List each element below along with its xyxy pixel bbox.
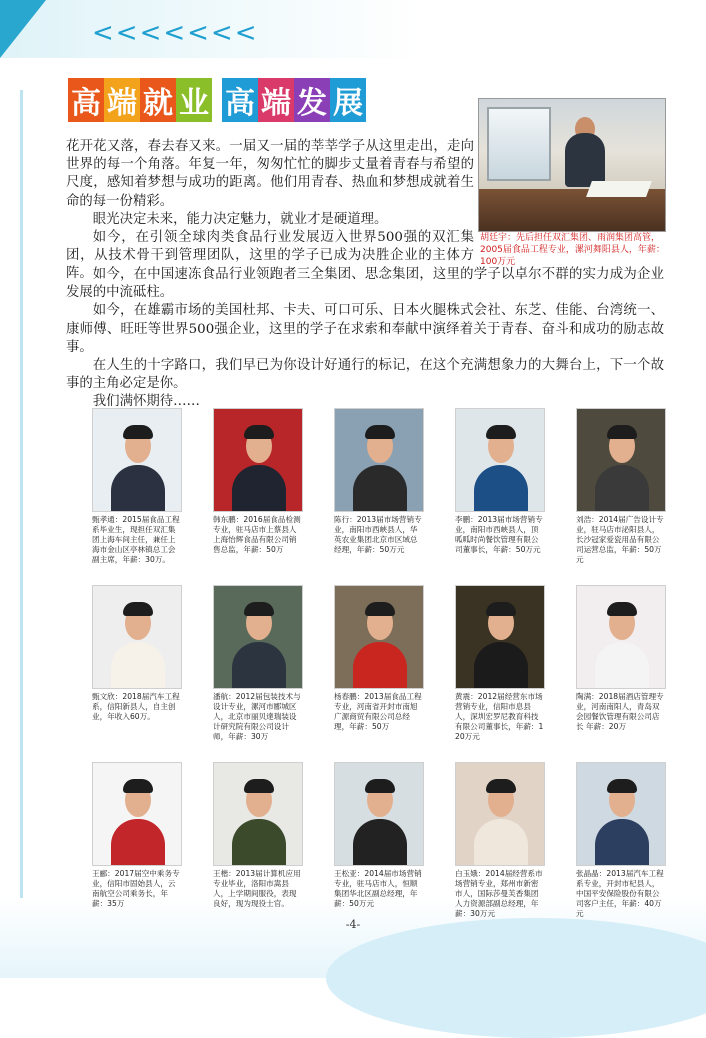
alumni-caption: 杨春鹏：2013届食品工程专业，河南省开封市南旭广源商贸有限公司总经理，年薪：50万: [334, 692, 422, 731]
alumni-photo: [576, 762, 666, 866]
person-hair: [365, 602, 395, 616]
person-hair: [486, 779, 516, 793]
chevrons-icon: <<<<<<<: [92, 18, 259, 48]
person-hair: [123, 602, 153, 616]
person-hair: [244, 779, 274, 793]
alumni-card: [92, 585, 182, 750]
alumni-card: [334, 762, 424, 927]
person-body: [111, 819, 165, 866]
person-hair: [244, 602, 274, 616]
alumni-photo: [334, 762, 424, 866]
alumni-card: [334, 585, 424, 750]
page-number: -4-: [345, 918, 361, 931]
person-body: [232, 819, 286, 866]
banner-char: 展: [330, 78, 366, 122]
alumni-photo: [213, 408, 303, 512]
alumni-card: [576, 408, 666, 573]
person-hair: [486, 602, 516, 616]
alumni-card: [455, 762, 545, 927]
person-body: [232, 642, 286, 689]
alumni-caption: 黄震：2012届经营东市场营销专业，信阳市息县人，深圳宏罗尼教育科技有限公司董事长，年薪：120万元: [455, 692, 544, 741]
alumni-caption: 甄孝通：2015届食品工程系毕业生，现担任双汇集团上海车间主任，兼任上海市金山区亭林镇总工会副主席，年薪：30万。: [92, 515, 180, 564]
hero-window: [487, 107, 551, 181]
person-hair: [365, 779, 395, 793]
alumni-caption: 潘航：2012届包装技术与设计专业，漯河市郾城区人，北京市丽贝達瑞装设计研究院有限公司设计师，年薪：30万: [213, 692, 301, 741]
alumni-photo: [92, 585, 182, 689]
intro-paragraph: 如今，在引领全球肉类食品行业发展迈入世界500强的双汇集团，从技术骨干到管理团队，这里的学子已成为决胜企业的主体方阵。: [66, 230, 474, 282]
alumni-photo: [576, 408, 666, 512]
alumni-card: [92, 408, 182, 573]
person-body: [232, 465, 286, 512]
banner-char: 业: [176, 78, 212, 122]
alumni-photo: [334, 585, 424, 689]
banner-char: 发: [294, 78, 330, 122]
alumni-grid: [92, 408, 664, 927]
alumni-photo: [92, 408, 182, 512]
alumni-caption: 甄文欣：2018届汽车工程系，信阳新县人，自主创业，年收入60万。: [92, 692, 180, 721]
intro-paragraph: 眼光决定未来，能力决定魅力，就业才是硬道理。: [92, 211, 388, 227]
wide-paragraph: 我们满怀期待……: [92, 394, 200, 410]
person-hair: [123, 425, 153, 439]
alumni-card: [576, 585, 666, 750]
wide-text: [66, 266, 664, 412]
wide-paragraph: 在人生的十字路口，我们早已为你设计好通行的标记，在这个充满想象力的大舞台上，下一个故事的主角必定是你。: [66, 358, 664, 392]
banner-char: 端: [258, 78, 294, 122]
alumni-caption: 张晶晶：2013届汽车工程系专业，开封市杞县人，中国平安保险股份有限公司客户主任，年薪：40万元: [576, 869, 664, 918]
corner-triangle: [0, 0, 46, 58]
alumni-card: [576, 762, 666, 927]
alumni-caption: 白玉娥：2014届经营系市场营销专业，郑州市新密市人，国际莎曼芙香集团人力资源部副总经理，年薪：30万元: [455, 869, 543, 918]
person-body: [353, 465, 407, 512]
banner-char: 高: [68, 78, 104, 122]
banner-char: 高: [222, 78, 258, 122]
hero-papers: [586, 181, 652, 197]
person-body: [474, 465, 528, 512]
alumni-card: [92, 762, 182, 927]
alumni-caption: 刘浩：2014届广告设计专业，驻马店市泌阳县人，长沙冠家爱瓷用品有限公司运营总监，年薪：50万元: [576, 515, 664, 564]
alumni-caption: 王楷：2013届计算机应用专业毕业，洛阳市嵩县人，上学期间服役，表现良好，现为现役士官。: [213, 869, 301, 908]
person-hair: [244, 425, 274, 439]
person-body: [353, 819, 407, 866]
alumni-photo: [334, 408, 424, 512]
person-hair: [607, 602, 637, 616]
wide-paragraph: 如今，在雄霸市场的美国杜邦、卡夫、可口可乐、日本火腿株式会社、东芝、佳能、台湾统一、康师傅、旺旺等世界500强企业，这里的学子在求索和奉献中演绎着关于青春、奋斗和成功的励志故事。: [66, 303, 664, 355]
person-body: [595, 819, 649, 866]
person-body: [111, 642, 165, 689]
banner-char: 就: [140, 78, 176, 122]
person-body: [353, 642, 407, 689]
alumni-photo: [455, 762, 545, 866]
alumni-card: [455, 408, 545, 573]
banner-title: [68, 78, 366, 122]
bottom-arc: [326, 918, 706, 1038]
alumni-caption: 韩东鹏：2016届食品检测专业，驻马店市上蔡县人上海怡辉食品有限公司销售总监，年薪：50万: [213, 515, 301, 554]
person-body: [111, 465, 165, 512]
person-body: [595, 642, 649, 689]
person-hair: [607, 779, 637, 793]
alumni-photo: [455, 408, 545, 512]
alumni-caption: 李鹏：2013届市场营销专业，南阳市西峡县人，顶呱呱时尚餐饮管理有限公司董事长，年薪：50万元: [455, 515, 543, 554]
banner-char: 端: [104, 78, 140, 122]
alumni-photo: [576, 585, 666, 689]
intro-paragraph: 花开花又落，春去春又来。一届又一届的莘莘学子从这里走出，走向世界的每一个角落。年复一年，匆匆忙忙的脚步丈量着青春与希望的尺度，感知着梦想与成功的距离。他们用青春、热血和梦想成就着生命的每一份精彩。: [66, 139, 474, 209]
alumni-photo: [213, 762, 303, 866]
alumni-photo: [455, 585, 545, 689]
person-hair: [607, 425, 637, 439]
alumni-caption: 陶满：2018届酒店管理专业，河南南阳人，青岛双会园餐饮管理有限公司店长 年薪：20万: [576, 692, 664, 731]
wide-paragraph: 如今，在中国速冻食品行业领跑者三全集团、思念集团，这里的学子以卓尔不群的实力成为企业发展的中流砥柱。: [66, 267, 664, 301]
person-hair: [123, 779, 153, 793]
person-body: [595, 465, 649, 512]
alumni-caption: 陈行：2013届市场营销专业，南阳市西峡县人，华英农业集团北京市区域总经理，年薪：50万元: [334, 515, 422, 554]
alumni-card: [334, 408, 424, 573]
alumni-card: [213, 585, 303, 750]
alumni-card: [213, 408, 303, 573]
intro-text: [66, 138, 474, 284]
alumni-caption: 王郦：2017届空中乘务专业，信阳市固始县人，云南航空公司乘务长，年薪：35万: [92, 869, 180, 908]
person-hair: [365, 425, 395, 439]
alumni-photo: [92, 762, 182, 866]
hero-person: [565, 133, 605, 187]
hero-photo: [478, 98, 666, 232]
alumni-card: [455, 585, 545, 750]
alumni-card: [213, 762, 303, 927]
left-rule: [20, 90, 23, 930]
person-hair: [486, 425, 516, 439]
person-body: [474, 819, 528, 866]
person-body: [474, 642, 528, 689]
alumni-photo: [213, 585, 303, 689]
hero-caption: 胡廷宇：先后担任双汇集团、雨润集团高管，2005届食品工程专业，漯河舞阳县人，年薪：100万元: [480, 233, 665, 267]
alumni-caption: 王松亚：2014届市场营销专业，驻马店市人，恒顺集团华北区副总经理，年薪：50万元: [334, 869, 422, 908]
